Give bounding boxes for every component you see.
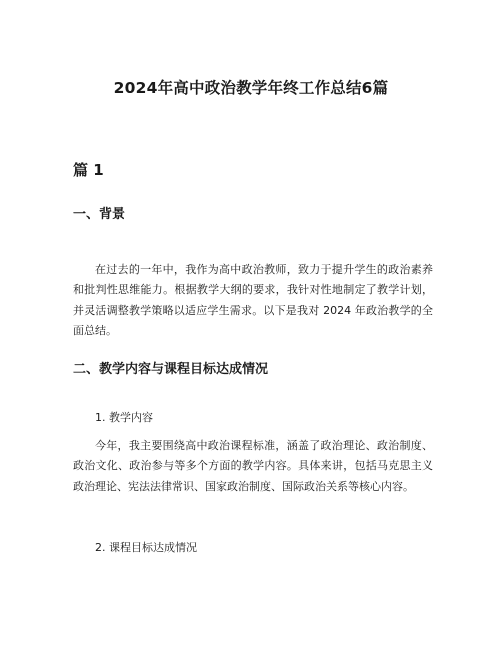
teaching-content-paragraph: 今年，我主要围绕高中政治课程标准，涵盖了政治理论、政治制度、政治文化、政治参与等多个方面的教学内容。具体来讲，包括马克思主义政治理论、宪法法律常识、国家政治制度、国际政治关系等核心内容。 <box>73 439 433 493</box>
background-paragraph: 在过去的一年中，我作为高中政治教师，致力于提升学生的政治素养和批判性思维能力。根据教学大纲的要求，我针对性地制定了教学计划，并灵活调整教学策略以适应学生需求。以下是我对 2024 年政治教学的全面总结。 <box>73 263 433 338</box>
section-heading-teaching-content: 二、教学内容与课程目标达成情况 <box>73 362 269 377</box>
document-title: 2024年高中政治教学年终工作总结6篇 <box>113 79 389 97</box>
section-heading-background: 一、背景 <box>73 207 126 222</box>
part-heading: 篇 1 <box>73 161 104 179</box>
subsection-label-teaching-content: 1. 教学内容 <box>95 411 153 424</box>
subsection-label-course-goals: 2. 课程目标达成情况 <box>95 541 197 554</box>
